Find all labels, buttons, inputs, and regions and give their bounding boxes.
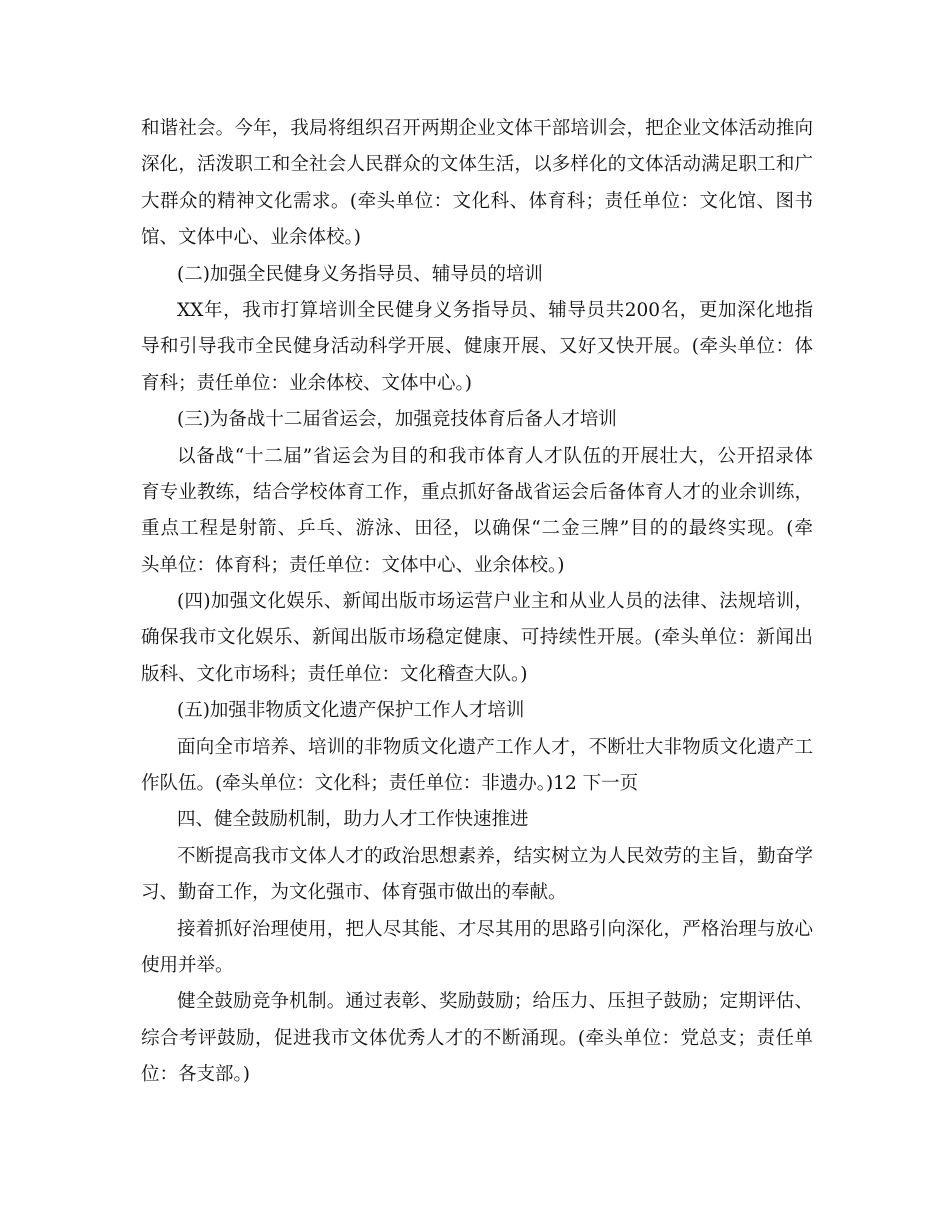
text-line: 育专业教练，结合学校体育工作，重点抓好备战省运会后备体育人才的业余训练， (141, 481, 813, 503)
text-line: 综合考评鼓励，促进我市文体优秀人才的不断涌现。(牵头单位：党总支；责任单 (141, 1027, 813, 1049)
section-heading: 四、健全鼓励机制，助力人才工作快速推进 (177, 809, 529, 831)
text-line: 以备战“十二届”省运会为目的和我市体育人才队伍的开展壮大，公开招录体 (177, 445, 813, 467)
text-line: 面向全市培养、培训的非物质文化遗产工作人才，不断壮大非物质文化遗产工 (177, 736, 813, 758)
section-heading: (三)为备战十二届省运会，加强竞技体育后备人才培训 (177, 409, 617, 431)
text-line: 健全鼓励竞争机制。通过表彰、奖励鼓励；给压力、压担子鼓励；定期评估、 (177, 991, 813, 1013)
text-line: 位：各支部。) (141, 1064, 250, 1086)
text-line: 大群众的精神文化需求。(牵头单位：文化科、体育科；责任单位：文化馆、图书 (141, 190, 813, 212)
text-line: 育科；责任单位：业余体校、文体中心。) (141, 372, 472, 394)
text-line: 不断提高我市文体人才的政治思想素养，结实树立为人民效劳的主旨，勤奋学 (177, 845, 813, 867)
text-line: 导和引导我市全民健身活动科学开展、健康开展、又好又快开展。(牵头单位：体 (141, 336, 813, 358)
text-line: 作队伍。(牵头单位：文化科；责任单位：非遗办。)12 下一页 (141, 773, 639, 795)
text-line: 和谐社会。今年，我局将组织召开两期企业文体干部培训会，把企业文体活动推向 (141, 118, 813, 139)
text-line: 馆、文体中心、业余体校。) (141, 227, 361, 249)
text-line: 版科、文化市场科；责任单位：文化稽查大队。) (141, 663, 528, 685)
text-line: 习、勤奋工作，为文化强市、体育强市做出的奉献。 (141, 882, 567, 904)
text-line: 深化，活泼职工和全社会人民群众的文体生活，以多样化的文体活动满足职工和广 (141, 154, 813, 176)
text-line: 头单位：体育科；责任单位：文体中心、业余体校。) (141, 554, 565, 576)
text-line: 重点工程是射箭、乒乓、游泳、田径，以确保“二金三牌”目的的最终实现。(牵 (141, 518, 813, 540)
document-page (141, 111, 813, 1094)
text-line: XX年，我市打算培训全民健身义务指导员、辅导员共200名，更加深化地指 (177, 299, 813, 321)
section-heading: (二)加强全民健身义务指导员、辅导员的培训 (177, 263, 543, 285)
section-heading: (四)加强文化娱乐、新闻出版市场运营户业主和从业人员的法律、法规培训， (177, 591, 813, 613)
section-heading: (五)加强非物质文化遗产保护工作人才培训 (177, 700, 525, 722)
text-line: 使用并举。 (141, 954, 234, 976)
text-line: 接着抓好治理使用，把人尽其能、才尽其用的思路引向深化，严格治理与放心 (177, 918, 813, 940)
text-line: 确保我市文化娱乐、新闻出版市场稳定健康、可持续性开展。(牵头单位：新闻出 (141, 627, 813, 649)
